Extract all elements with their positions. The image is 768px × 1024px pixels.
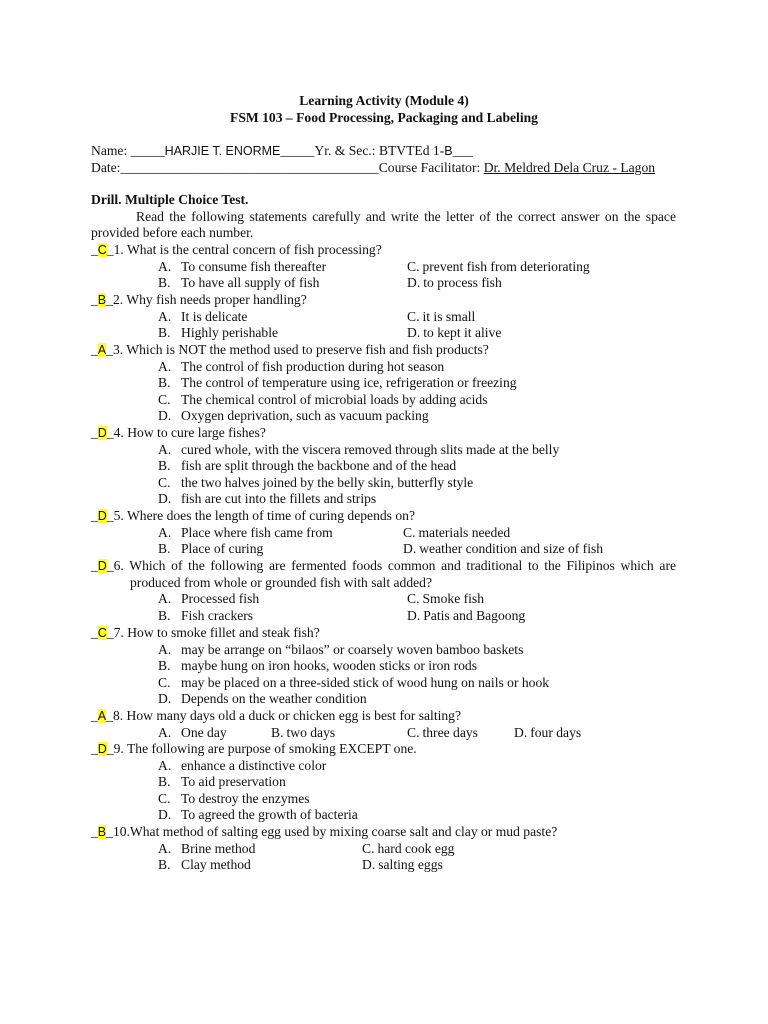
option-text: enhance a distinctive color [181,757,327,773]
option-9-a [158,758,326,774]
option-text: hard cook egg [377,840,455,856]
option-1-b [158,275,319,291]
option-text: cured whole, with the viscera removed through slits made at the belly [181,441,560,457]
option-5-a [158,525,333,541]
option-text: Processed fish [181,591,260,607]
option-1-c [407,259,590,275]
option-letter: C. [407,724,420,740]
option-8-c [407,725,478,741]
option-text: The chemical control of microbial loads by adding acids [181,391,488,407]
option-text: Patis and Bagoong [423,607,526,623]
option-4-d [158,491,376,507]
option-text: To destroy the enzymes [181,790,310,806]
option-4-c [158,475,473,491]
option-text: Depends on the weather condition [181,691,367,707]
option-text: To have all supply of fish [181,275,320,291]
option-letter: B. [158,375,171,391]
option-letter: D. [407,275,421,291]
option-text: to process fish [423,275,502,291]
option-3-c [158,392,488,408]
date-label: Date:______________________________________Course Facilitator: [91,160,484,175]
section-tail: ___ [452,143,473,158]
option-letter: D. [158,408,172,424]
option-letter: D. [158,691,172,707]
option-letter: B. [271,724,284,740]
name-label: Name: _____ [91,143,165,158]
option-5-c [403,525,510,541]
option-text: To consume fish thereafter [181,258,327,274]
option-letter: D. [158,807,172,823]
option-text: to kept it alive [423,325,502,341]
option-letter: D. [403,541,417,557]
option-4-b [158,458,456,474]
question-7-stem: _C_7. How to smoke fillet and steak fish? [91,625,320,640]
option-text: To agreed the growth of bacteria [181,807,358,823]
option-letter: C. [362,840,375,856]
question-3-text: _3. Which is NOT the method used to preserve fish and fish products? [106,342,489,357]
option-text: Smoke fish [422,591,485,607]
option-text: salting eggs [378,857,443,873]
option-text: four days [530,724,582,740]
option-letter: B. [158,658,171,674]
option-text: may be arrange on “bilaos” or coarsely woven bamboo baskets [181,641,524,657]
option-letter: A. [158,524,172,540]
option-2-d [407,325,501,341]
option-text: It is delicate [181,308,248,324]
year-section-label: _____Yr. & Sec.: BTVTEd 1- [280,143,445,158]
instructions-line-2: provided before each number. [91,225,254,240]
option-letter: A. [158,591,172,607]
question-10-stem: _B_10.What method of salting egg used by mixing coarse salt and clay or mud paste? [91,824,558,839]
option-text: fish are split through the backbone and of the head [181,458,457,474]
question-6-text-cont: produced from whole or grounded fish with salt added? [130,574,433,590]
option-6-a [158,591,259,607]
option-letter: B. [158,458,171,474]
option-letter: C. [158,391,171,407]
option-text: prevent fish from deteriorating [422,258,590,274]
option-9-d [158,807,358,823]
question-4-text: _4. How to cure large fishes? [106,425,266,440]
option-8-a [158,725,227,741]
option-text: the two halves joined by the belly skin, butterfly style [181,474,474,490]
option-5-b [158,541,263,557]
section-value: B [444,144,453,158]
option-5-d [403,541,603,557]
answer-10: B [97,825,107,839]
option-1-d [407,275,502,291]
option-text: maybe hung on iron hooks, wooden sticks or iron rods [181,658,478,674]
answer-4: D [97,426,107,440]
option-letter: C. [403,524,416,540]
drill-title: Drill. Multiple Choice Test. [91,192,249,207]
option-text: may be placed on a three-sided stick of wood hung on nails or hook [181,674,550,690]
name-value: HARJIE T. ENORME [164,144,281,158]
option-text: Highly perishable [181,325,279,341]
option-text: The control of temperature using ice, refrigeration or freezing [181,375,517,391]
option-text: Fish crackers [181,607,254,623]
option-3-d [158,408,429,424]
date-line [91,160,655,176]
instructions-line-1: Read the following statements carefully and write the letter of the correct answer on the space [136,209,676,224]
option-text: Brine method [181,840,256,856]
question-8-text: _8. How many days old a duck or chicken egg is best for salting? [106,708,462,723]
option-10-b [158,857,251,873]
question-10-text: _10.What method of salting egg used by mixing coarse salt and clay or mud paste? [106,824,558,839]
question-6-stem: _D_6. Which of the following are fermented foods common and traditional to the Filipinos which are [91,558,676,573]
answer-9: D [97,742,107,756]
option-text: Oxygen deprivation, such as vacuum packing [181,408,429,424]
option-text: Place of curing [181,541,264,557]
option-letter: B. [158,774,171,790]
question-1-text: _1. What is the central concern of fish processing? [106,242,382,257]
option-6-b [158,608,253,624]
option-1-a [158,259,326,275]
question-6-text: _6. Which of the following are fermented foods common and traditional to the Filipinos which are [106,558,676,573]
option-letter: B. [158,607,171,623]
question-7-text: _7. How to smoke fillet and steak fish? [106,625,320,640]
option-9-b [158,774,286,790]
option-6-d [407,608,525,624]
option-text: The control of fish production during hot season [181,358,445,374]
option-3-a [158,359,444,375]
option-8-d [514,725,581,741]
question-9-text: _9. The following are purpose of smoking EXCEPT one. [106,741,417,756]
option-letter: D. [514,724,528,740]
option-text: weather condition and size of fish [419,541,604,557]
option-2-c [407,309,475,325]
option-letter: B. [158,275,171,291]
option-letter: C. [407,591,420,607]
option-letter: C. [407,258,420,274]
option-letter: A. [158,641,172,657]
option-10-a [158,841,255,857]
question-2-stem: _B_2. Why fish needs proper handling? [91,292,307,307]
option-letter: B. [158,325,171,341]
question-9-stem: _D_9. The following are purpose of smoking EXCEPT one. [91,741,417,756]
option-letter: A. [158,840,172,856]
option-letter: A. [158,441,172,457]
option-text: Clay method [181,857,251,873]
option-letter: D. [407,607,421,623]
option-letter: A. [158,757,172,773]
facilitator-name: Dr. Meldred Dela Cruz - Lagon [483,160,656,175]
document-subtitle: FSM 103 – Food Processing, Packaging and Labeling [230,110,538,125]
question-2-text: _2. Why fish needs proper handling? [106,292,307,307]
answer-5: D [97,509,107,523]
answer-7: C [97,626,107,640]
option-text: materials needed [418,524,511,540]
option-6-c [407,591,484,607]
option-9-c [158,791,310,807]
option-4-a [158,442,559,458]
option-letter: A. [158,258,172,274]
document-title: Learning Activity (Module 4) [299,93,469,108]
question-3-stem: _A_3. Which is NOT the method used to preserve fish and fish products? [91,342,489,357]
option-2-a [158,309,247,325]
option-letter: B. [158,541,171,557]
answer-3: A [97,343,107,357]
option-letter: A. [158,724,172,740]
option-letter: C. [407,308,420,324]
option-text: Place where fish came from [181,524,333,540]
answer-2: B [97,293,107,307]
option-7-b [158,658,477,674]
option-7-a [158,642,523,658]
option-letter: B. [158,857,171,873]
option-letter: C. [158,474,171,490]
option-letter: A. [158,308,172,324]
option-text: To aid preservation [181,774,286,790]
option-10-d [362,857,443,873]
option-2-b [158,325,278,341]
question-5-stem: _D_5. Where does the length of time of curing depends on? [91,508,415,523]
option-3-b [158,375,517,391]
option-text: One day [181,724,227,740]
answer-6: D [97,559,107,573]
option-letter: D. [362,857,376,873]
option-letter: A. [158,358,172,374]
option-text: two days [286,724,336,740]
option-letter: D. [407,325,421,341]
question-5-text: _5. Where does the length of time of curing depends on? [106,508,415,523]
answer-1: C [97,243,107,257]
option-letter: C. [158,674,171,690]
option-7-c [158,675,549,691]
question-4-stem: _D_4. How to cure large fishes? [91,425,266,440]
option-8-b [271,725,335,741]
option-letter: D. [158,491,172,507]
answer-8: A [97,709,107,723]
option-10-c [362,841,454,857]
option-text: it is small [422,308,476,324]
question-8-stem: _A_8. How many days old a duck or chicken egg is best for salting? [91,708,462,723]
question-1-stem: _C_1. What is the central concern of fish processing? [91,242,382,257]
option-text: fish are cut into the fillets and strips [181,491,377,507]
option-text: three days [422,724,478,740]
name-line [91,143,473,159]
option-7-d [158,691,367,707]
option-letter: C. [158,790,171,806]
